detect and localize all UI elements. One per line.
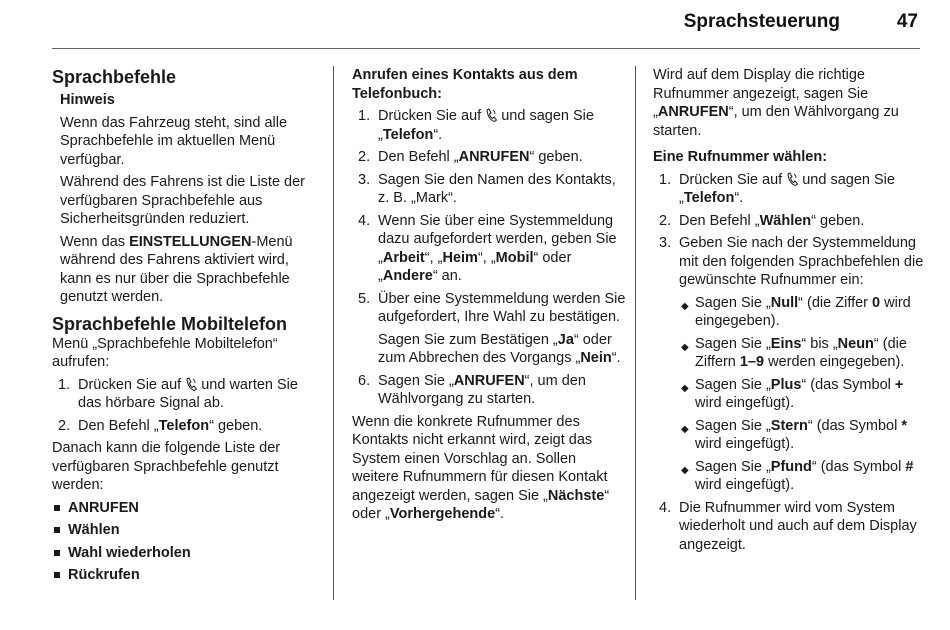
note-label: Hinweis	[60, 92, 115, 108]
text: Den Befehl „	[378, 149, 459, 165]
text: “ an.	[432, 268, 462, 284]
header-divider	[52, 48, 920, 49]
step-number: 5.	[358, 290, 371, 307]
text: Den Befehl „	[78, 417, 159, 434]
text: “ geben.	[209, 417, 263, 434]
text: und warten Sie das hörbare Signal ab.	[78, 376, 298, 411]
command: Telefon	[158, 417, 210, 434]
paragraph	[653, 66, 925, 140]
text: Geben Sie nach der Systemmeldung mit den folgenden Sprachbefehlen die gewünschte Rufnummer ein:	[679, 235, 924, 288]
step-item	[653, 234, 925, 495]
step-number: 1.	[58, 376, 71, 393]
diamond-bullet-icon: ◆	[681, 423, 689, 435]
command-item	[52, 499, 324, 518]
step-item	[653, 171, 925, 208]
paragraph: Menü „Sprachbefehle Mobiltelefon“ aufrufen:	[52, 335, 278, 370]
column-left	[52, 66, 324, 589]
square-bullet-icon	[54, 527, 60, 533]
step-number: 2.	[358, 149, 371, 165]
voice-control-icon	[786, 172, 798, 186]
text: wird eingegeben).	[695, 294, 911, 329]
sub-command-item	[679, 417, 925, 454]
step-item	[352, 290, 626, 368]
text: “, um den Wählvorgang zu starten.	[378, 372, 586, 407]
steps-list	[52, 376, 324, 436]
text: Sagen Sie zum Bestätigen „	[378, 331, 558, 348]
step-item	[352, 171, 626, 208]
text: “.	[611, 350, 621, 366]
command: Null	[770, 294, 799, 311]
text: “ oder „	[378, 249, 572, 284]
text: wird eingefügt).	[695, 477, 795, 493]
command: Vorhergehende	[389, 506, 496, 522]
text: “.	[433, 126, 443, 143]
subheading: Eine Rufnummer wählen:	[653, 149, 828, 165]
paragraph: Danach kann die folgende Liste der verfügbaren Sprachbefehle genutzt werden:	[52, 440, 281, 493]
text: und sagen Sie „	[679, 171, 895, 206]
text: “ (die Ziffern	[695, 335, 907, 370]
square-bullet-icon	[54, 572, 60, 578]
sub-command-list	[679, 294, 925, 495]
text: Drücken Sie auf	[78, 376, 186, 393]
step-item	[352, 372, 626, 409]
text: Sagen Sie „	[695, 417, 771, 434]
text: Sagen Sie „	[695, 335, 771, 352]
square-bullet-icon	[54, 550, 60, 556]
command: Ja	[557, 331, 574, 348]
text: “ oder zum Abbrechen des Vorgangs „	[378, 331, 612, 366]
command-label: Wählen	[68, 522, 120, 538]
diamond-bullet-icon: ◆	[681, 300, 689, 312]
text: wird eingefügt).	[695, 395, 795, 411]
column-divider	[333, 66, 334, 600]
step-number: 4.	[358, 212, 371, 229]
text: “ bis „	[801, 335, 838, 352]
text: “ (das Symbol	[801, 376, 895, 393]
step-number: 1.	[358, 108, 371, 124]
text: Sagen Sie „	[378, 372, 454, 389]
text: “ (das Symbol	[811, 458, 906, 475]
sub-command-item	[679, 335, 925, 372]
command: ANRUFEN	[458, 149, 530, 165]
step-item	[653, 212, 925, 231]
text: Den Befehl „	[679, 212, 760, 229]
command: Telefon	[382, 126, 434, 143]
command-label: Wahl wiederholen	[68, 544, 191, 561]
step-number: 6.	[358, 372, 371, 389]
symbol: *	[901, 417, 907, 434]
text: Über eine Systemmeldung werden Sie aufgefordert, Ihre Wahl zu bestätigen.	[378, 290, 626, 325]
text: Drücken Sie auf	[679, 171, 787, 188]
symbol: +	[894, 376, 904, 393]
text: “.	[495, 506, 505, 522]
step-number: 2.	[659, 212, 672, 229]
paragraph	[352, 413, 626, 524]
section-heading: Sprachbefehle	[52, 67, 177, 87]
command: Neun	[837, 335, 874, 352]
note-paragraph: Wenn das Fahrzeug steht, sind alle Sprachbefehle im aktuellen Menü verfügbar.	[60, 114, 288, 168]
note-paragraph: Während des Fahrens ist die Liste der verfügbaren Sprachbefehle aus Sicherheitsgründen reduziert.	[60, 174, 306, 227]
text: “ geben.	[811, 212, 865, 229]
text: “ (die Ziffer	[798, 294, 873, 311]
text: Sagen Sie den Namen des Kontakts, z. B. „Mark“.	[378, 171, 616, 206]
command: Andere	[382, 268, 433, 284]
steps-list	[352, 107, 626, 409]
text: Sagen Sie „	[695, 376, 771, 393]
command-item	[52, 544, 324, 563]
voice-control-icon	[485, 108, 497, 122]
step-subparagraph	[378, 331, 626, 368]
command: Nein	[580, 350, 612, 366]
note-paragraph	[60, 233, 324, 307]
command-label: ANRUFEN	[68, 499, 139, 516]
step-item	[653, 499, 925, 555]
text: werden eingegeben).	[764, 354, 905, 370]
text: “ oder „	[352, 487, 610, 522]
command: Nächste	[547, 487, 605, 504]
command: Arbeit	[382, 249, 425, 266]
step-number: 2.	[58, 417, 71, 434]
column-middle	[352, 66, 626, 524]
text: Wird auf dem Display die richtige Rufnummer angezeigt, sagen Sie „	[653, 67, 869, 120]
sub-command-item	[679, 294, 925, 331]
command: Mobil	[495, 249, 534, 266]
command-item	[52, 521, 324, 540]
step-number: 4.	[659, 499, 672, 516]
command: Telefon	[683, 190, 735, 206]
symbol: 0	[872, 294, 881, 311]
text: “ geben.	[529, 149, 583, 165]
square-bullet-icon	[54, 505, 60, 511]
command: ANRUFEN	[657, 104, 729, 120]
page-title: Sprachsteuerung	[683, 11, 840, 32]
command-list	[52, 499, 324, 585]
text: Sagen Sie „	[695, 294, 771, 311]
column-divider	[635, 66, 636, 600]
text: “, um den Wählvorgang zu starten.	[653, 104, 899, 139]
command-item	[52, 566, 324, 585]
command: Plus	[770, 376, 802, 393]
text: “, „	[477, 249, 496, 266]
menu-name: EINSTELLUNGEN	[129, 233, 252, 250]
text: “.	[734, 190, 744, 206]
step-number: 1.	[659, 171, 672, 188]
diamond-bullet-icon: ◆	[681, 382, 689, 394]
step-number: 3.	[358, 171, 371, 188]
diamond-bullet-icon: ◆	[681, 341, 689, 353]
page-number: 47	[896, 11, 918, 32]
step-item	[352, 107, 626, 144]
text: Wenn Sie über eine Systemmeldung dazu aufgefordert werden, geben Sie „	[378, 212, 617, 266]
sub-command-item	[679, 458, 925, 495]
text: “, „	[424, 249, 443, 266]
text: wird eingefügt).	[695, 436, 795, 452]
command: Pfund	[770, 458, 812, 475]
command: Wählen	[759, 212, 812, 229]
symbol: 1–9	[739, 354, 765, 370]
step-item	[352, 148, 626, 167]
text: Wenn die konkrete Rufnummer des Kontakts nicht erkannt wird, zeigt das System einen Vorschlag an. Sollen weitere Rufnummern für diesen Kontakt angezeigt werden, sagen Sie „	[352, 413, 608, 504]
page-header	[0, 0, 950, 50]
command: Stern	[770, 417, 808, 434]
step-item	[352, 212, 626, 286]
text: “ (das Symbol	[807, 417, 902, 434]
text: Wenn das	[60, 233, 130, 250]
step-number: 3.	[659, 235, 672, 251]
text: Sagen Sie „	[695, 458, 771, 475]
command: Heim	[442, 249, 478, 266]
command-label: Rückrufen	[68, 567, 140, 583]
command: ANRUFEN	[453, 372, 525, 389]
diamond-bullet-icon: ◆	[681, 464, 689, 476]
text: Drücken Sie auf	[378, 108, 486, 124]
column-right	[653, 66, 925, 558]
text: Die Rufnummer wird vom System wiederholt und auch auf dem Display angezeigt.	[679, 499, 917, 553]
command: Eins	[770, 335, 802, 352]
voice-control-icon	[185, 377, 197, 391]
section-heading: Sprachbefehle Mobiltelefon	[52, 313, 288, 334]
text: -Menü während des Fahrens aktiviert wird, kann es nur über die Sprachbefehle genutzt werden.	[60, 233, 293, 305]
text: und sagen Sie „	[378, 108, 594, 143]
sub-command-item	[679, 376, 925, 413]
symbol: #	[905, 458, 914, 475]
step-item	[52, 417, 324, 436]
note-box	[52, 91, 324, 307]
subheading: Anrufen eines Kontakts aus dem Telefonbuch:	[352, 67, 578, 102]
step-item	[52, 376, 324, 413]
steps-list	[653, 171, 925, 555]
